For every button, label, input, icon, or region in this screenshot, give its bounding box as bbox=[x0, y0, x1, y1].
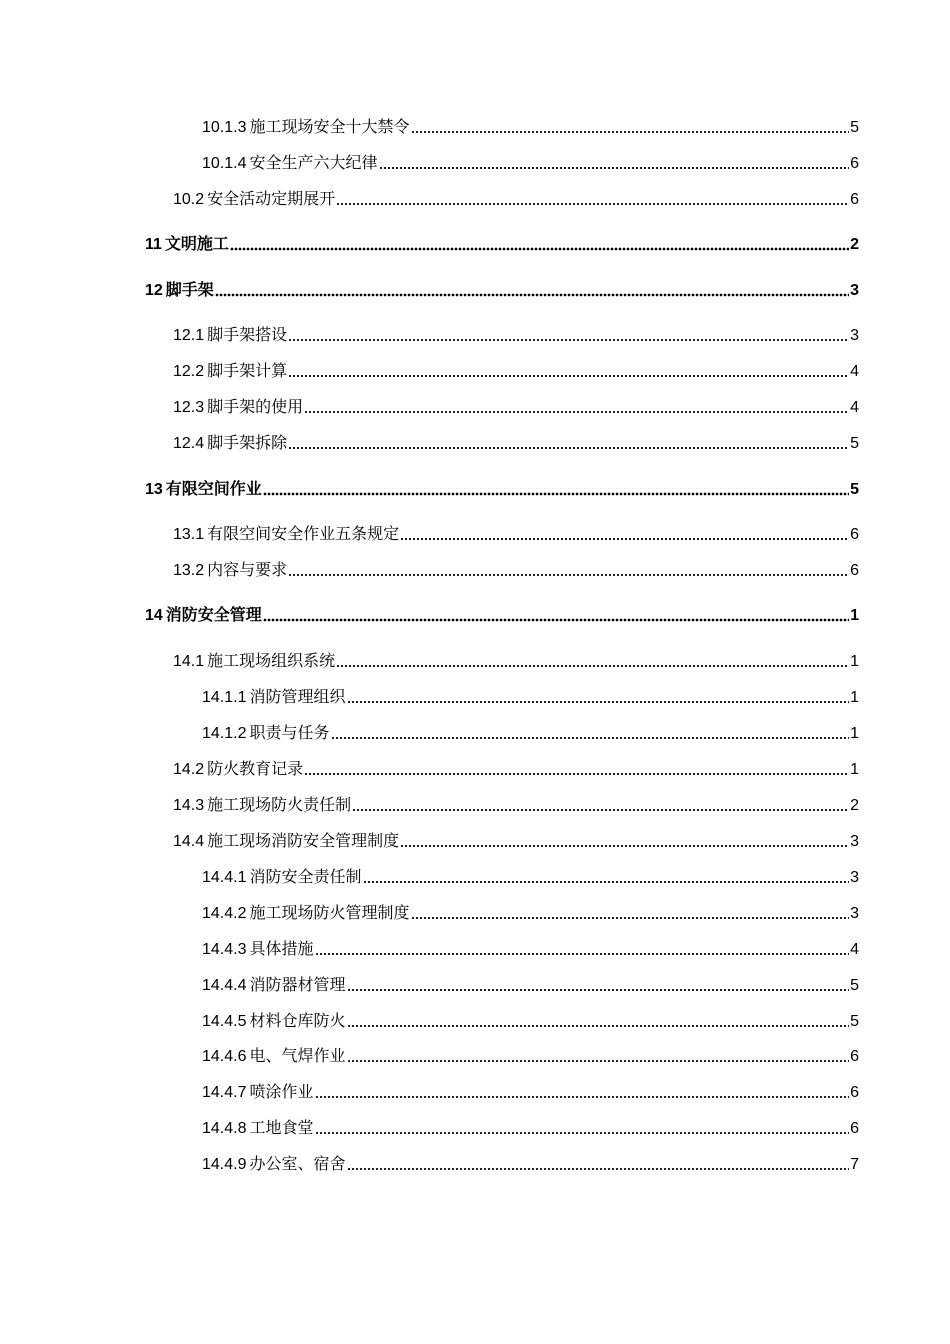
toc-entry-number: 14.3 bbox=[173, 797, 205, 814]
toc-dot-leader bbox=[347, 1059, 850, 1063]
toc-entry[interactable] bbox=[202, 864, 859, 888]
toc-entry-title: 办公室、宿舍 bbox=[249, 1156, 346, 1173]
toc-entry-text bbox=[173, 434, 287, 454]
toc-entry[interactable] bbox=[202, 720, 859, 744]
toc-entry-number: 14.1.1 bbox=[202, 689, 247, 706]
toc-entry-title: 脚手架计算 bbox=[207, 363, 288, 380]
toc-entry-number: 12.3 bbox=[173, 399, 205, 416]
toc-page-number: 1 bbox=[850, 761, 859, 778]
toc-entry-number: 14.4.9 bbox=[202, 1156, 247, 1173]
toc-page-number: 6 bbox=[850, 1120, 859, 1137]
toc-entry-text bbox=[202, 118, 410, 138]
toc-entry-text bbox=[202, 1083, 314, 1103]
toc-dot-leader bbox=[347, 988, 850, 992]
toc-page-number: 7 bbox=[850, 1156, 859, 1173]
toc-dot-leader bbox=[263, 618, 849, 622]
toc-dot-leader bbox=[347, 1024, 850, 1028]
toc-entry-text bbox=[173, 796, 351, 816]
toc-entry-number: 14.2 bbox=[173, 761, 205, 778]
toc-dot-leader bbox=[400, 537, 849, 541]
toc-dot-leader bbox=[215, 293, 849, 297]
toc-entry-number: 11 bbox=[145, 236, 162, 253]
toc-entry-number: 14.1 bbox=[173, 653, 205, 670]
toc-dot-leader bbox=[379, 166, 850, 170]
toc-dot-leader bbox=[400, 844, 849, 848]
toc-entry-title: 消防管理组织 bbox=[249, 689, 346, 706]
toc-entry-number: 14.4.8 bbox=[202, 1120, 247, 1137]
toc-entry-title: 具体措施 bbox=[249, 941, 314, 958]
toc-entry[interactable] bbox=[145, 476, 859, 500]
toc-page-number: 3 bbox=[850, 327, 859, 344]
toc-entry-number: 14.1.2 bbox=[202, 725, 247, 742]
toc-entry-number: 14.4.1 bbox=[202, 869, 247, 886]
toc-entry-title: 职责与任务 bbox=[249, 725, 330, 742]
toc-page-number: 1 bbox=[850, 653, 859, 670]
toc-entry-text bbox=[202, 868, 362, 888]
toc-entry[interactable] bbox=[173, 557, 859, 581]
toc-entry-text bbox=[145, 281, 214, 301]
toc-entry-title: 施工现场安全十大禁令 bbox=[249, 119, 410, 136]
toc-entry[interactable] bbox=[173, 828, 859, 852]
toc-dot-leader bbox=[288, 338, 849, 342]
toc-entry[interactable] bbox=[173, 322, 859, 346]
toc-page-number: 2 bbox=[850, 236, 859, 253]
toc-entry-number: 14 bbox=[145, 607, 163, 624]
toc-entry-title: 防火教育记录 bbox=[207, 761, 304, 778]
toc-entry-title: 工地食堂 bbox=[249, 1120, 314, 1137]
toc-entry-text bbox=[202, 1047, 346, 1067]
toc-page-number: 4 bbox=[850, 363, 859, 380]
toc-page-number: 3 bbox=[850, 869, 859, 886]
toc-entry-number: 14.4.4 bbox=[202, 977, 247, 994]
toc-entry-number: 12 bbox=[145, 282, 163, 299]
toc-dot-leader bbox=[411, 916, 850, 920]
toc-entry-title: 内容与要求 bbox=[207, 562, 288, 579]
toc-dot-leader bbox=[336, 664, 849, 668]
toc-entry-text bbox=[173, 652, 335, 672]
toc-entry-title: 材料仓库防火 bbox=[249, 1013, 346, 1030]
toc-entry-text bbox=[173, 525, 399, 545]
toc-entry-number: 10.1.3 bbox=[202, 119, 247, 136]
toc-page-number: 5 bbox=[850, 977, 859, 994]
toc-entry-text bbox=[173, 398, 303, 418]
toc-entry-text bbox=[173, 561, 287, 581]
toc-entry-title: 有限空间安全作业五条规定 bbox=[207, 526, 400, 543]
toc-entry-number: 14.4.5 bbox=[202, 1013, 247, 1030]
toc-entry-title: 安全活动定期展开 bbox=[207, 191, 336, 208]
toc-dot-leader bbox=[288, 446, 849, 450]
toc-page-number: 6 bbox=[850, 526, 859, 543]
toc-entry-title: 安全生产六大纪律 bbox=[249, 155, 378, 172]
toc-entry-title: 喷涂作业 bbox=[249, 1084, 314, 1101]
toc-entry-text bbox=[173, 190, 335, 210]
toc-entry[interactable] bbox=[202, 1008, 859, 1032]
toc-entry[interactable] bbox=[173, 358, 859, 382]
toc-entry-title: 脚手架搭设 bbox=[207, 327, 288, 344]
toc-entry-text bbox=[202, 154, 378, 174]
toc-entry-number: 12.1 bbox=[173, 327, 205, 344]
toc-entry[interactable] bbox=[202, 972, 859, 996]
toc-entry-text bbox=[202, 724, 330, 744]
toc-entry[interactable] bbox=[173, 394, 859, 418]
toc-entry-number: 14.4.2 bbox=[202, 905, 247, 922]
toc-page-number: 5 bbox=[850, 481, 859, 498]
toc-page-number: 5 bbox=[850, 119, 859, 136]
toc-entry-text bbox=[145, 480, 262, 500]
toc-entry[interactable] bbox=[202, 1079, 859, 1103]
toc-page-number: 1 bbox=[850, 689, 859, 706]
toc-entry[interactable] bbox=[202, 900, 859, 924]
toc-page-number: 5 bbox=[850, 435, 859, 452]
toc-entry[interactable] bbox=[173, 648, 859, 672]
toc-entry-title: 脚手架 bbox=[165, 282, 214, 299]
toc-dot-leader bbox=[288, 374, 849, 378]
toc-entry-number: 13 bbox=[145, 481, 163, 498]
toc-entry-text bbox=[173, 760, 303, 780]
toc-page-number: 1 bbox=[850, 607, 859, 624]
toc-page-number: 4 bbox=[850, 399, 859, 416]
toc-entry-title: 消防安全管理 bbox=[165, 607, 262, 624]
toc-entry-number: 14.4 bbox=[173, 833, 205, 850]
toc-entry-number: 14.4.7 bbox=[202, 1084, 247, 1101]
toc-entry[interactable] bbox=[145, 231, 859, 255]
toc-entry[interactable] bbox=[173, 521, 859, 545]
toc-entry-text bbox=[145, 606, 262, 626]
toc-entry[interactable] bbox=[173, 186, 859, 210]
toc-entry-text bbox=[202, 940, 314, 960]
toc-dot-leader bbox=[315, 1095, 850, 1099]
toc-dot-leader bbox=[347, 1167, 850, 1171]
toc-page-number: 1 bbox=[850, 725, 859, 742]
toc-entry-number: 14.4.3 bbox=[202, 941, 247, 958]
toc-dot-leader bbox=[230, 247, 849, 251]
toc-dot-leader bbox=[315, 1131, 850, 1135]
toc-entry[interactable] bbox=[202, 1151, 859, 1175]
toc-entry-title: 施工现场消防安全管理制度 bbox=[207, 833, 400, 850]
toc-entry-title: 消防安全责任制 bbox=[249, 869, 362, 886]
toc-entry[interactable] bbox=[202, 114, 859, 138]
toc-entry-number: 14.4.6 bbox=[202, 1048, 247, 1065]
toc-page-number: 6 bbox=[850, 1048, 859, 1065]
toc-page-number: 6 bbox=[850, 191, 859, 208]
toc-entry-number: 12.2 bbox=[173, 363, 205, 380]
toc-entry-text bbox=[173, 832, 399, 852]
toc-page-number: 6 bbox=[850, 562, 859, 579]
toc-entry[interactable] bbox=[173, 756, 859, 780]
toc-dot-leader bbox=[304, 772, 849, 776]
toc-entry-text bbox=[202, 688, 346, 708]
toc-page-number: 2 bbox=[850, 797, 859, 814]
toc-page-number: 3 bbox=[850, 833, 859, 850]
toc-entry[interactable] bbox=[202, 684, 859, 708]
toc-entry-title: 文明施工 bbox=[164, 236, 229, 253]
toc-entry-title: 电、气焊作业 bbox=[249, 1048, 346, 1065]
toc-entry-number: 12.4 bbox=[173, 435, 205, 452]
toc-dot-leader bbox=[288, 573, 849, 577]
toc-entry[interactable] bbox=[202, 150, 859, 174]
toc-page-number: 3 bbox=[850, 905, 859, 922]
toc-entry-title: 脚手架拆除 bbox=[207, 435, 288, 452]
toc-entry-title: 有限空间作业 bbox=[165, 481, 262, 498]
toc-page-number: 4 bbox=[850, 941, 859, 958]
toc-entry-number: 10.1.4 bbox=[202, 155, 247, 172]
toc-entry[interactable] bbox=[202, 936, 859, 960]
toc-entry[interactable] bbox=[173, 430, 859, 454]
toc-dot-leader bbox=[331, 736, 850, 740]
toc-entry-text bbox=[202, 976, 346, 996]
toc-entry-text bbox=[202, 1119, 314, 1139]
toc-dot-leader bbox=[363, 880, 850, 884]
toc-dot-leader bbox=[352, 808, 849, 812]
toc-entry-number: 13.2 bbox=[173, 562, 205, 579]
toc-entry[interactable] bbox=[173, 792, 859, 816]
toc-page-number: 5 bbox=[850, 1013, 859, 1030]
toc-page-number: 6 bbox=[850, 1084, 859, 1101]
toc-entry-text bbox=[173, 326, 287, 346]
toc-dot-leader bbox=[411, 130, 850, 134]
toc-entry[interactable] bbox=[145, 277, 859, 301]
toc-entry-title: 施工现场防火管理制度 bbox=[249, 905, 410, 922]
toc-dot-leader bbox=[347, 700, 850, 704]
toc-dot-leader bbox=[304, 410, 849, 414]
toc-page-number: 3 bbox=[850, 282, 859, 299]
toc-dot-leader bbox=[263, 492, 849, 496]
toc-entry-text bbox=[145, 235, 229, 255]
toc-entry-title: 施工现场组织系统 bbox=[207, 653, 336, 670]
toc-entry-text bbox=[202, 1155, 346, 1175]
toc-entry-title: 消防器材管理 bbox=[249, 977, 346, 994]
toc-entry-title: 脚手架的使用 bbox=[207, 399, 304, 416]
toc-dot-leader bbox=[336, 202, 849, 206]
toc-entry[interactable] bbox=[145, 602, 859, 626]
toc-entry[interactable] bbox=[202, 1043, 859, 1067]
toc-entry-text bbox=[202, 904, 410, 924]
toc-entry-text bbox=[202, 1012, 346, 1032]
toc-page-number: 6 bbox=[850, 155, 859, 172]
toc-entry-number: 13.1 bbox=[173, 526, 205, 543]
toc-entry-number: 10.2 bbox=[173, 191, 205, 208]
toc-entry-text bbox=[173, 362, 287, 382]
toc-entry-title: 施工现场防火责任制 bbox=[207, 797, 352, 814]
toc-entry[interactable] bbox=[202, 1115, 859, 1139]
toc-dot-leader bbox=[315, 952, 850, 956]
